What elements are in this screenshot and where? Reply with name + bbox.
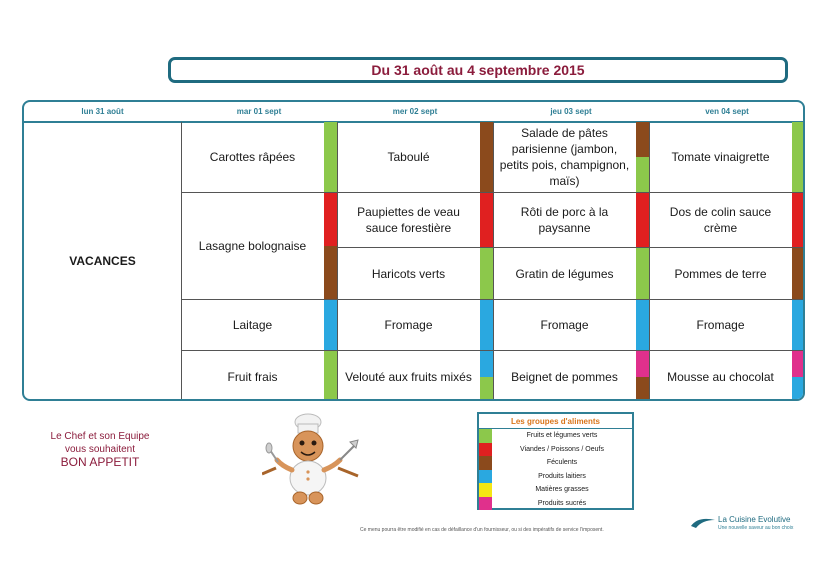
food-group-strip: [792, 248, 805, 299]
food-group-strip: [324, 122, 337, 192]
menu-item: Tomate vinaigrette: [671, 150, 770, 164]
legend-label: Fruits et légumes verts: [526, 432, 598, 440]
page-title: Du 31 août au 4 septembre 2015: [168, 57, 788, 83]
day-header-lun: lun 31 août: [81, 107, 124, 116]
legend-item: [479, 429, 632, 443]
greeting-bon-appetit: BON APPETIT: [60, 455, 140, 469]
menu-table: [22, 100, 805, 401]
day-header-jeu: jeu 03 sept: [550, 107, 592, 116]
brand-name: La Cuisine Evolutive: [718, 515, 791, 524]
legend-item: [479, 470, 632, 484]
food-group-strip: [480, 351, 493, 377]
legend-swatch: [479, 483, 492, 497]
food-group-strip: [636, 193, 649, 247]
menu-item: Rôti de porc à la paysanne: [520, 205, 609, 235]
greeting-line: Le Chef et son Equipe: [50, 431, 150, 442]
food-group-strip: [480, 377, 493, 401]
food-group-strip: [792, 193, 805, 247]
menu-item: Fruit frais: [227, 370, 278, 384]
greeting-line: vous souhaitent: [64, 444, 136, 455]
food-group-strip: [792, 122, 805, 192]
menu-item: Lasagne bolognaise: [198, 239, 307, 253]
legend-title: Les groupes d'aliments: [479, 414, 632, 429]
legend-label: Produits laitiers: [538, 472, 586, 480]
menu-item: Haricots verts: [371, 266, 446, 281]
menu-item: Salade de pâtes parisienne (jambon, petits pois, champignon, maïs): [499, 126, 630, 188]
food-group-strip: [792, 351, 805, 377]
menu-item: Gratin de légumes: [515, 266, 614, 281]
food-group-strip: [480, 300, 493, 350]
chef-mascot-illustration: [262, 412, 366, 510]
legend-label: Viandes / Poissons / Oeufs: [520, 445, 604, 453]
menu-item: Carottes râpées: [209, 150, 296, 164]
legend-label: Féculents: [546, 459, 578, 467]
footnote: Ce menu pourra être modifié en cas de défaillance d'un fournisseur, ou si des impératifs de service l'imposent.: [360, 527, 604, 533]
legend-label: Produits sucrés: [537, 499, 587, 507]
legend-item: [479, 456, 632, 470]
legend-item: [479, 443, 632, 457]
day-header-ven: ven 04 sept: [705, 107, 749, 116]
menu-item: Beignet de pommes: [511, 370, 618, 384]
menu-item: Mousse au chocolat: [667, 370, 774, 384]
day-header-mar: mar 01 sept: [236, 107, 282, 116]
day-header-mer: mer 02 sept: [392, 107, 438, 116]
menu-item: Fromage: [696, 318, 745, 332]
food-group-strip: [324, 193, 337, 246]
greeting: [30, 430, 170, 469]
legend-label: Matières grasses: [535, 486, 589, 494]
brand-logo: [690, 513, 800, 533]
food-group-strip: [792, 377, 805, 401]
food-group-strip: [480, 248, 493, 299]
vacances-label: VACANCES: [69, 253, 136, 268]
legend-swatch: [479, 456, 492, 470]
food-group-strip: [480, 193, 493, 247]
food-group-strip: [324, 351, 337, 401]
legend-item: [479, 483, 632, 497]
food-group-strip: [792, 300, 805, 350]
legend-swatch: [479, 470, 492, 484]
food-group-strip: [636, 122, 649, 157]
menu-item: Paupiettes de veau sauce forestière: [357, 205, 460, 235]
food-group-strip: [636, 248, 649, 299]
legend-swatch: [479, 443, 492, 457]
wave-icon: [690, 516, 716, 530]
menu-item: Velouté aux fruits mixés: [345, 370, 472, 384]
brand-tagline: Une nouvelle saveur au bon choix: [718, 525, 794, 531]
food-group-strip: [636, 300, 649, 350]
legend-swatch: [479, 429, 492, 443]
legend-swatch: [479, 497, 492, 511]
menu-item: Laitage: [232, 318, 273, 332]
food-group-strip: [636, 351, 649, 377]
food-group-strip: [324, 300, 337, 350]
menu-item: Taboulé: [387, 150, 430, 164]
food-group-strip: [480, 122, 493, 192]
food-group-strip: [636, 157, 649, 192]
food-group-strip: [324, 246, 337, 299]
menu-item: Fromage: [540, 318, 589, 332]
menu-item: Pommes de terre: [674, 266, 767, 281]
legend-item: [479, 497, 632, 511]
food-groups-legend: [477, 412, 634, 510]
menu-item: Fromage: [384, 318, 433, 332]
food-group-strip: [636, 377, 649, 401]
menu-item: Dos de colin sauce crème: [669, 205, 772, 235]
